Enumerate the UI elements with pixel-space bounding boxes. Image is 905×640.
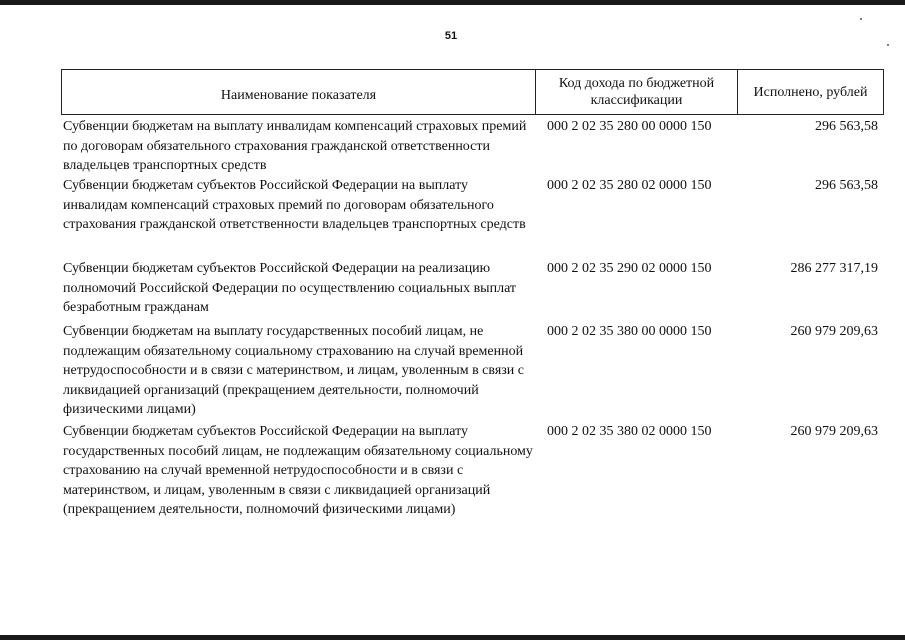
table-row <box>61 117 884 176</box>
scan-speck <box>887 44 889 46</box>
scan-speck <box>860 18 862 20</box>
row-amount: 296 563,58 <box>815 119 878 134</box>
table-row <box>61 422 884 542</box>
row-name: Субвенции бюджетам субъектов Российской Федерации на реализацию полномочий Российской Федерации по осуществлению социальных выплат безработным гражданам <box>63 261 517 315</box>
table-row <box>61 259 884 322</box>
header-name: Наименование показателя <box>62 70 536 114</box>
table-row <box>61 322 884 422</box>
page-top-border <box>0 0 905 5</box>
page-bottom-border <box>0 635 905 640</box>
row-name: Субвенции бюджетам субъектов Российской Федерации на выплату государственных пособий лицам, не подлежащим обязательному социальному страхованию на случай временной нетрудоспособности и в связи с материнством, и лицам, уволенным в связи с ликвидацией организаций (прекращением деятельности, полномочий физическими лицами) <box>63 424 533 517</box>
row-amount: 260 979 209,63 <box>790 424 878 439</box>
table-header <box>61 69 884 115</box>
table-body <box>61 117 884 542</box>
row-name: Субвенции бюджетам субъектов Российской Федерации на выплату инвалидам компенсаций страховых премий по договорам обязательного страхования гражданской ответственности владельцев транспортных средств <box>63 178 526 232</box>
row-code: 000 2 02 35 380 00 0000 150 <box>547 324 712 339</box>
row-code: 000 2 02 35 280 02 0000 150 <box>547 178 712 193</box>
table-row <box>61 176 884 259</box>
row-amount: 260 979 209,63 <box>790 324 878 339</box>
row-code: 000 2 02 35 380 02 0000 150 <box>547 424 712 439</box>
row-amount: 296 563,58 <box>815 178 878 193</box>
row-name: Субвенции бюджетам на выплату инвалидам компенсаций страховых премий по договорам обязательного страхования гражданской ответственности владельцев транспортных средств <box>63 119 527 173</box>
row-code: 000 2 02 35 290 02 0000 150 <box>547 261 712 276</box>
header-amount: Исполнено, рублей <box>753 84 868 100</box>
page-number: 51 <box>444 30 458 42</box>
row-amount: 286 277 317,19 <box>790 261 878 276</box>
row-code: 000 2 02 35 280 00 0000 150 <box>547 119 712 134</box>
header-code: Код дохода по бюджетной классификации <box>536 70 738 114</box>
row-name: Субвенции бюджетам на выплату государственных пособий лицам, не подлежащим обязательному социальному страхованию на случай временной нетрудоспособности и в связи с материнством, и лицам, уволенным в связи с ликвидацией организаций (прекращением деятельности, полномочий физическими лицами) <box>63 324 524 417</box>
